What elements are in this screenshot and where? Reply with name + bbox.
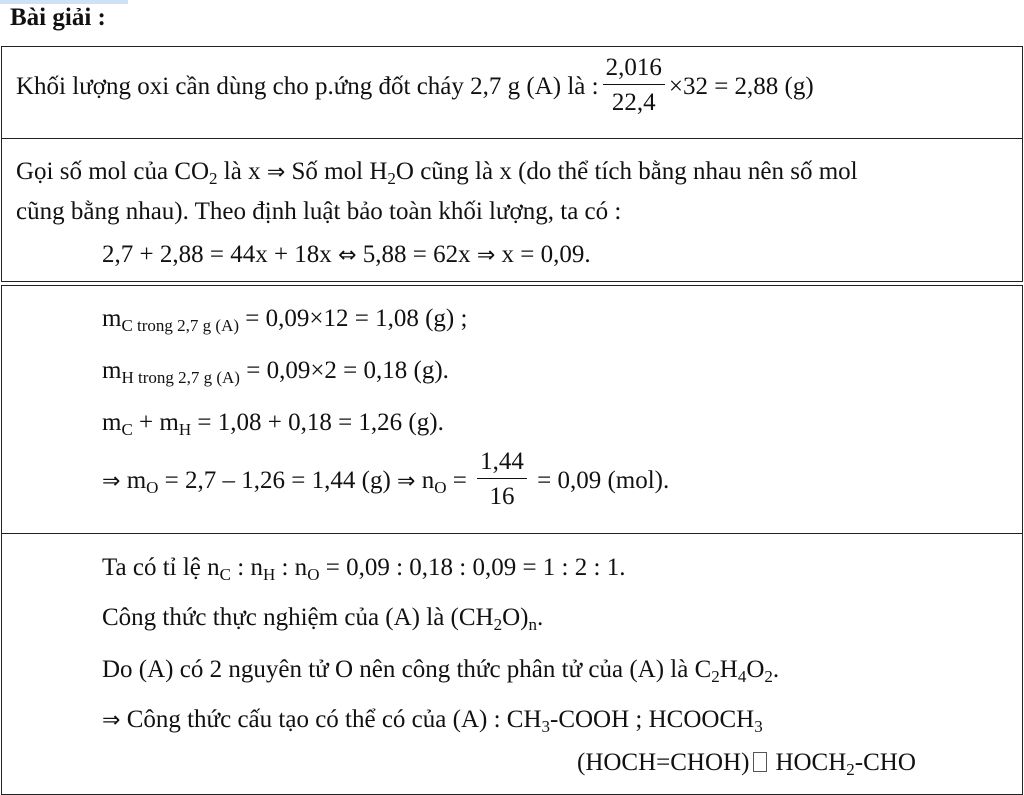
oxygen-moles-line: ⇒ $m_O = 2,7 - 1,26 = 1,44$ (g) ⇒ $n_O$ = $\frac{1,44}{16}$ = 0,09 (mol). xyxy=(102,448,670,510)
mole-definition-line: Gọi số mol của $CO_2$ là x ⇒ Số mol $H_2O$ cũng là x (do thể tích bằng nhau nên số mol xyxy=(16,158,858,188)
page-title: Bài giải : xyxy=(10,4,106,31)
implies-icon: ⇒ xyxy=(476,243,496,268)
element-mass-box xyxy=(1,285,1023,534)
oxygen-fraction: $\frac{2,016}{22,4}$ xyxy=(603,54,665,117)
oxygen-mass-line: Khối lượng oxi cần dùng cho p.ứng đốt cháy 2,7 g (A) là : $\frac{2,016}{22,4}$ ×32 = 2,88 (g) xyxy=(16,54,814,116)
mole-balance-box xyxy=(1,138,1023,282)
oxygen-mass-box xyxy=(1,46,1023,139)
hydrogen-mass-line: $m_{H trong 2,7 g (A)} = 0,09\times 2 = 0,18$ (g). xyxy=(102,357,449,387)
equation-line: 2,7 + 2,88 = 44x + 18x ⇔ 5,88 = 62x ⇒ x = 0,09. xyxy=(102,241,591,268)
implies-icon: ⇒ xyxy=(102,469,121,495)
ratio-line: Ta có tỉ lệ $n_C$ : $n_H$ : $n_O = 0,09$ : 0,18 : 0,09 = 1 : 2 : 1. xyxy=(102,554,626,584)
implies-icon: ⇒ xyxy=(102,708,121,733)
iff-icon: ⇔ xyxy=(338,243,357,268)
implies-icon: ⇒ xyxy=(266,160,286,185)
formula-box xyxy=(1,533,1023,795)
empirical-formula-line: Công thức thực nghiệm của (A) là $(CH_2O)_n$. xyxy=(102,604,544,634)
structure-line: ⇒ Công thức cấu tạo có thể có của (A) : $CH_3$-COOH ; $HCOOCH_3$ xyxy=(102,706,763,736)
implies-icon: ⇒ xyxy=(397,469,416,495)
carbon-mass-line: $m_{C trong 2,7 g (A)} = 0,09\times 12 = 1,08$ (g) ; xyxy=(102,305,468,335)
structure-line-2: (HOCH=CHOH) $HOCH_2$-CHO xyxy=(577,749,916,779)
sum-mass-line: $m_C + m_H = 1,08 + 0,18 = 1,26$ (g). xyxy=(102,409,444,439)
molecular-formula-line: Do (A) có 2 nguyên tử O nên công thức phân tử của (A) là $C_2H_4O_2$. xyxy=(102,656,780,686)
conservation-line: cũng bằng nhau). Theo định luật bảo toàn khối lượng, ta có : xyxy=(16,198,622,225)
placeholder-glyph-icon xyxy=(753,752,767,772)
moles-fraction: $\frac{1,44}{16}$ xyxy=(477,448,527,511)
